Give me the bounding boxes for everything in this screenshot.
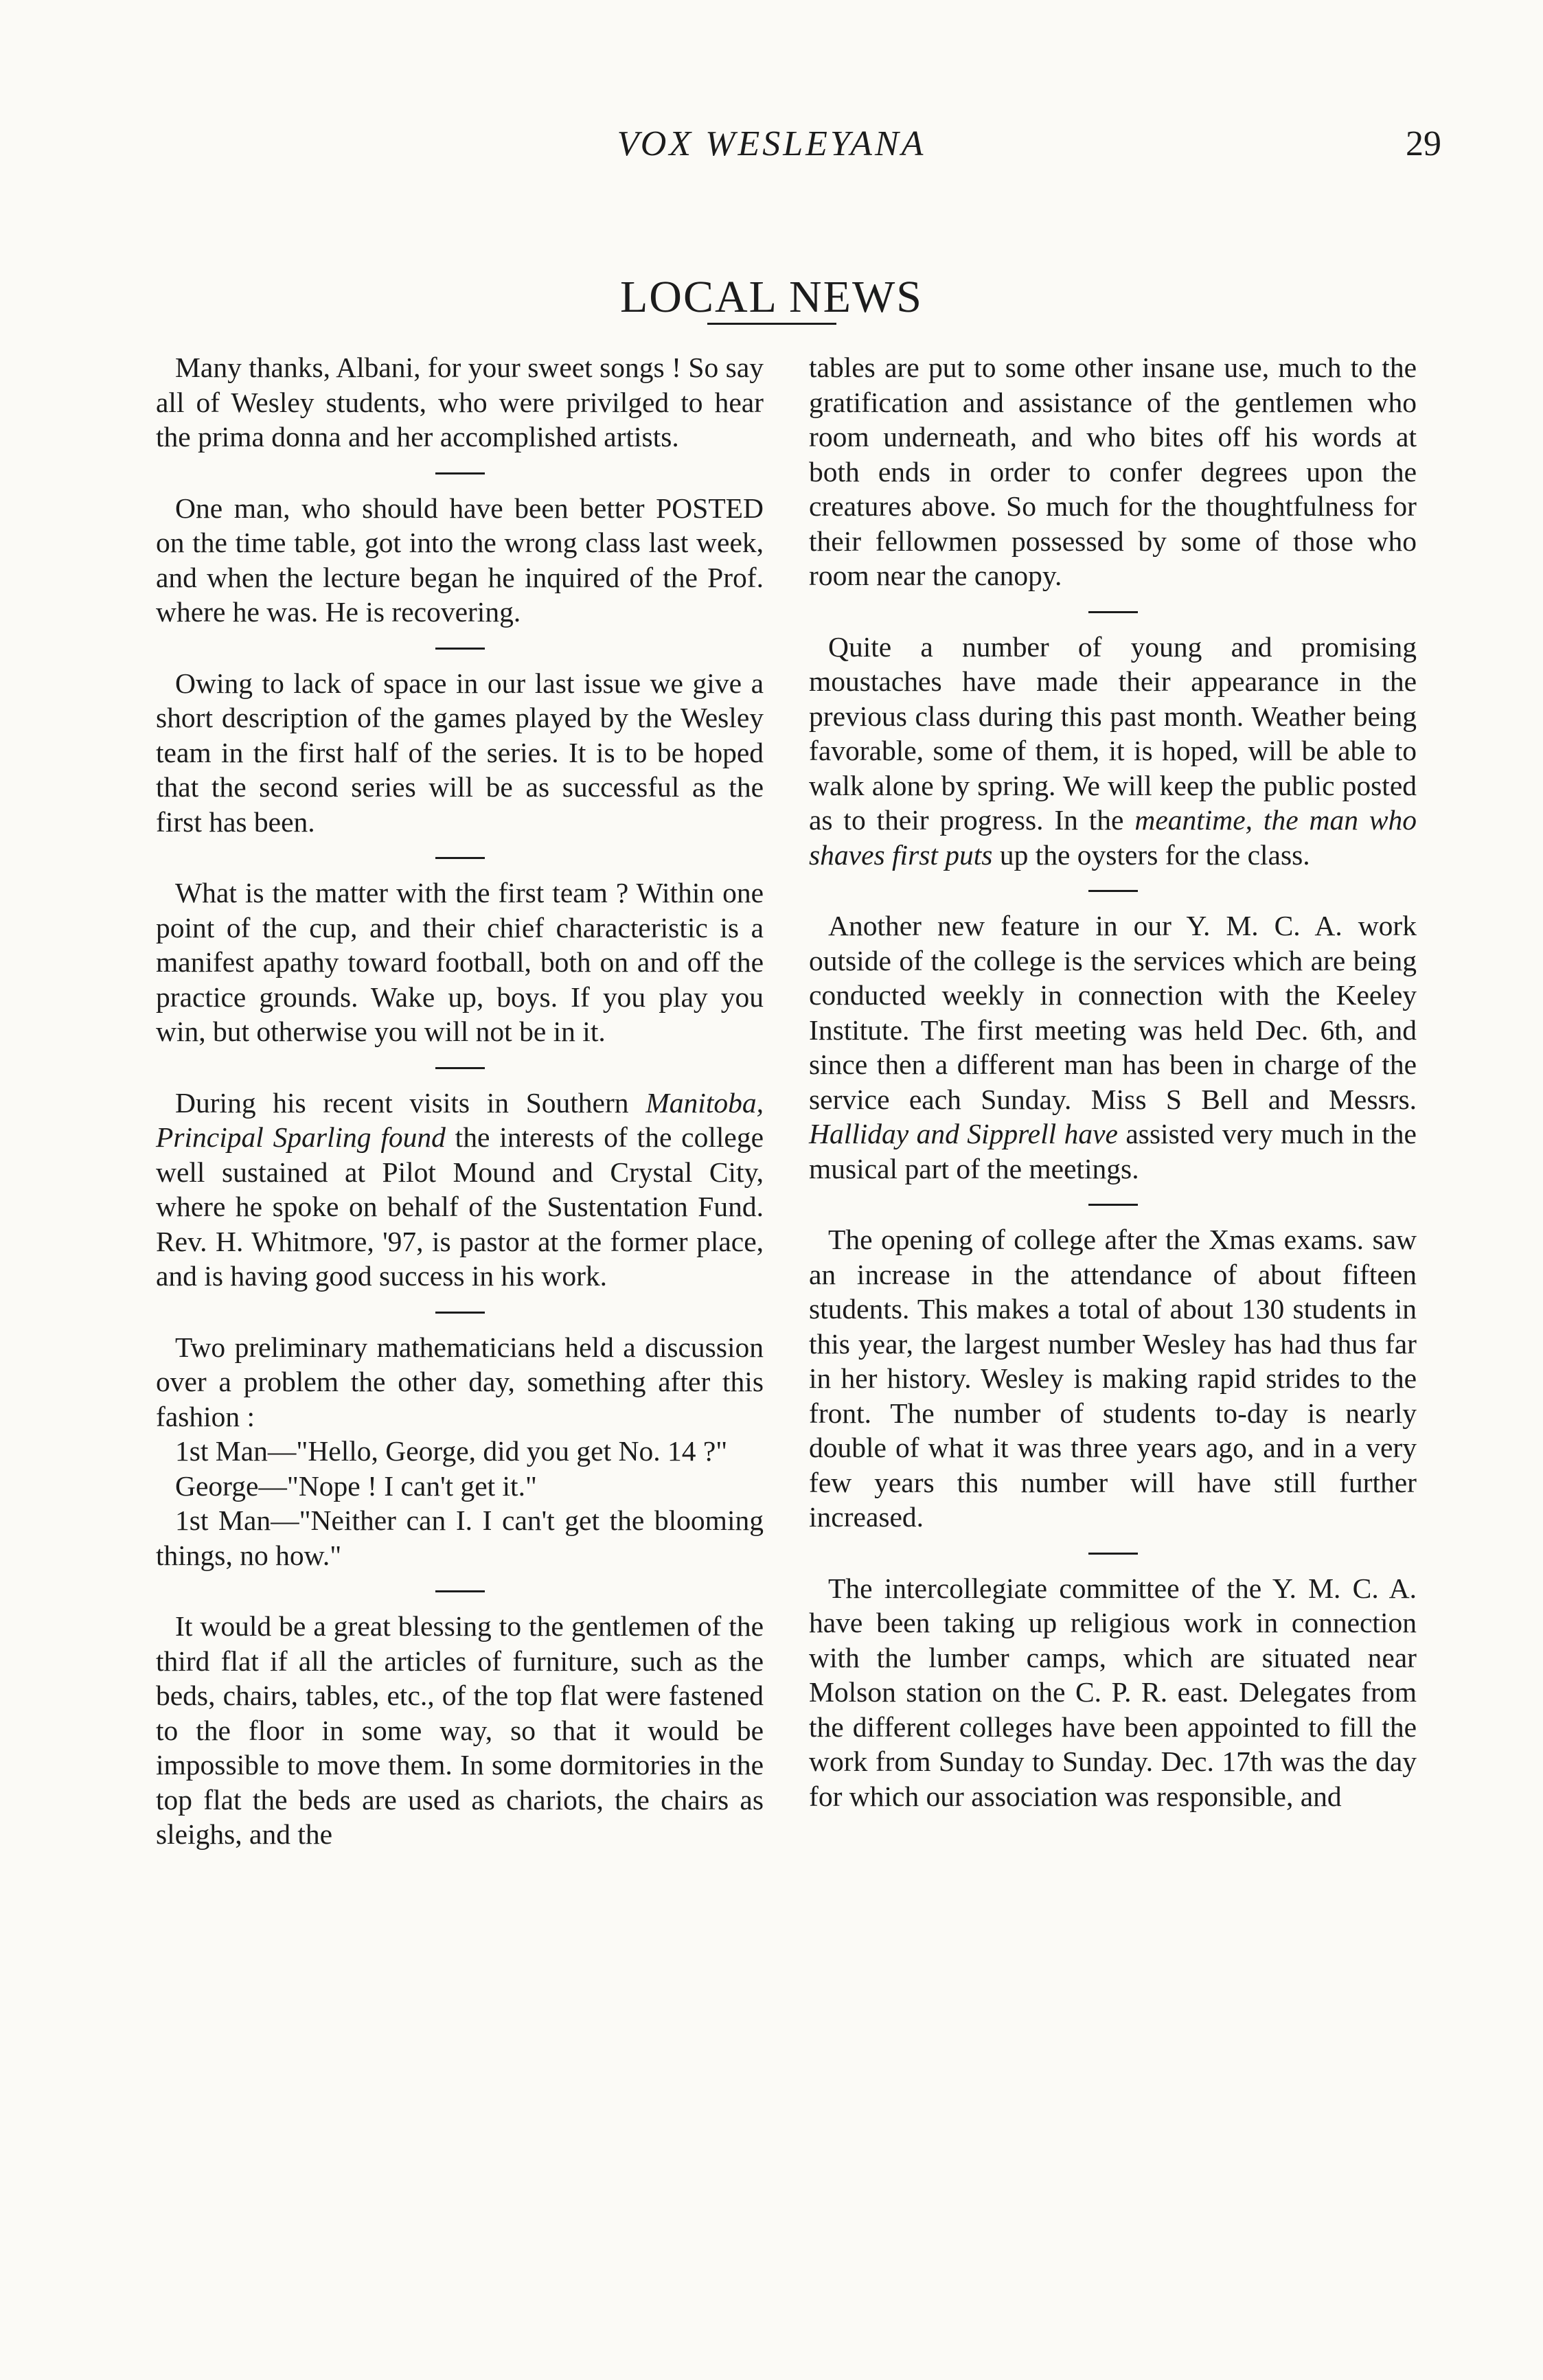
news-item-principal-visit [156,1086,764,1294]
text-run: up the oysters for the class. [992,838,1310,871]
news-item-games: Owing to lack of space in our last issue we give a short description of the games played by the Wesley team in the first half of the series. It is to be hoped that the second series will be as successful as the first has been. [156,667,764,838]
text-run: Quite a number of young and promising moustaches have made their appearance in the previous class during this past month. Weather being favorable, some of them, it is hoped, will be able to walk alone by spring. We will keep the public posted as to their progress. In the [809,630,1417,836]
separator-rule [1088,890,1138,892]
news-item-first-team: What is the matter with the first team ? Within one point of the cup, and their chief characteristic is a manifest apathy toward football, both on and off the practice grounds. Wake up, boys. If you play you win, but otherwise you will not be in it. [156,877,764,1047]
news-item-moustaches [809,630,1417,873]
section-title: LOCAL NEWS [619,272,923,322]
news-item-attendance: The opening of college after the Xmas exams. saw an increase in the attendance of about fifteen students. This makes a total of about 130 students in this year, the largest number Wesley has had thus far in her history. Wesley is making rapid strides to the front. The number of students to-day is nearly double of what it was three years ago, and in a very few years this number will have still further increased. [809,1224,1417,1533]
news-item-mathematicians: Two preliminary mathematicians held a discussion over a problem the other day, something after this fashion : [156,1331,764,1432]
news-item-time-table: One man, who should have been better POSTED on the time table, got into the wrong class last week, and when the lecture began he inquired of the Prof. where he was. He is recovering. [156,492,764,628]
news-item-lumber-camps: The intercollegiate committee of the Y. M. C. A. have been taking up religious work in connection with the lumber camps, which are situated near Molson station on the C. P. R. east. Delegates from the different colleges have been appointed to fill the work from Sunday to Sunday. Dec. 17th was the day for which our association was responsible, and [809,1572,1417,1812]
italic-text-run: Manitoba, Principal Sparling found [156,1086,764,1153]
separator-rule [1088,611,1138,613]
separator-rule [435,472,485,474]
italic-text-run: meantime, the man who shaves first puts [809,804,1417,871]
text-run: the interests of the college well sustained at Pilot Mound and Crystal City, where he spoke on behalf of the Sustentation Fund. Rev. H. Whitmore, '97, is pastor at the former place, and is having good success in his work. [156,1121,764,1292]
dialogue-line: 1st Man—"Neither can I. I can't get the blooming things, no how." [156,1504,764,1571]
left-column [156,350,764,1852]
separator-rule [1088,1553,1138,1555]
separator-rule [1088,1204,1138,1206]
dialogue-line: George—"Nope ! I can't get it." [175,1469,537,1502]
italic-text-run: Halliday and Sipprell have [809,1118,1118,1149]
text-run: During his recent visits in Southern [175,1086,646,1119]
separator-rule [435,857,485,859]
separator-rule [435,1312,485,1314]
news-item-albani: Many thanks, Albani, for your sweet songs ! So say all of Wesley students, who were privilged to hear the prima donna and her accomplished artists. [156,352,764,453]
dialogue-line: 1st Man—"Hello, George, did you get No. 14 ?" [175,1435,728,1467]
running-head [0,124,1543,179]
title-rule [707,323,836,325]
news-item-third-flat: It would be a great blessing to the gentlemen of the third flat if all the articles of furniture, such as the beds, chairs, tables, etc., of the top flat were fastened to the floor in some way, so that it would be impossible to move them. In some dormitories in the top flat the beds are used as chariots, the chairs as sleighs, and the [156,1610,764,1850]
right-column [809,350,1417,1813]
news-item-ymca-keeley [809,908,1417,1186]
separator-rule [435,1067,485,1069]
news-item-third-flat-continued: tables are put to some other insane use, much to the gratification and assistance of the gentlemen who room underneath, and who bites off his words at both ends in order to confer degrees upon the creatures above. So much for the thoughtfulness for their fellowmen possessed by some of those who room near the canopy. [809,352,1417,591]
separator-rule [435,1590,485,1592]
text-run: assisted very much in the musical part of the meetings. [809,1118,1417,1185]
text-run: Another new feature in our Y. M. C. A. work outside of the college is the services which are being conducted weekly in connection with the Keeley Institute. The first meeting was held Dec. 6th, and since then a different man has been in charge of the service each Sunday. Miss S Bell and Messrs. [809,910,1417,1115]
separator-rule [435,648,485,650]
journal-title: VOX WESLEYANA [617,124,926,163]
page-number: 29 [1406,124,1441,163]
